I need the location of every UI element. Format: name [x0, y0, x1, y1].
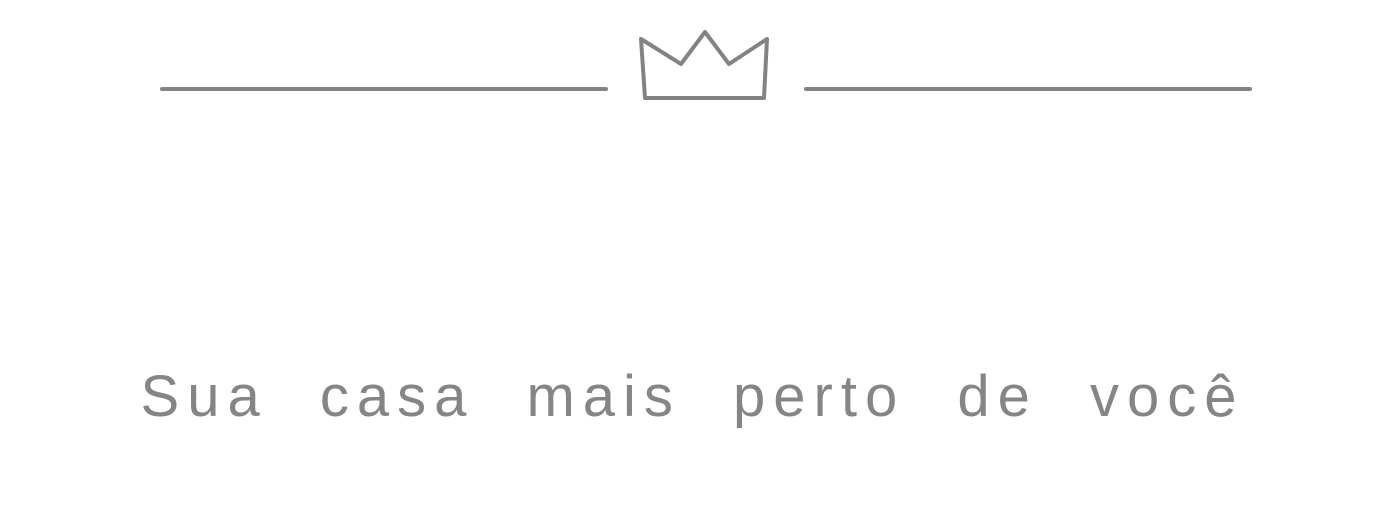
divider-line-left — [160, 87, 608, 91]
crown-icon — [636, 26, 772, 104]
tagline: Sua casa mais perto de você — [140, 364, 1245, 429]
divider-line-right — [804, 87, 1252, 91]
